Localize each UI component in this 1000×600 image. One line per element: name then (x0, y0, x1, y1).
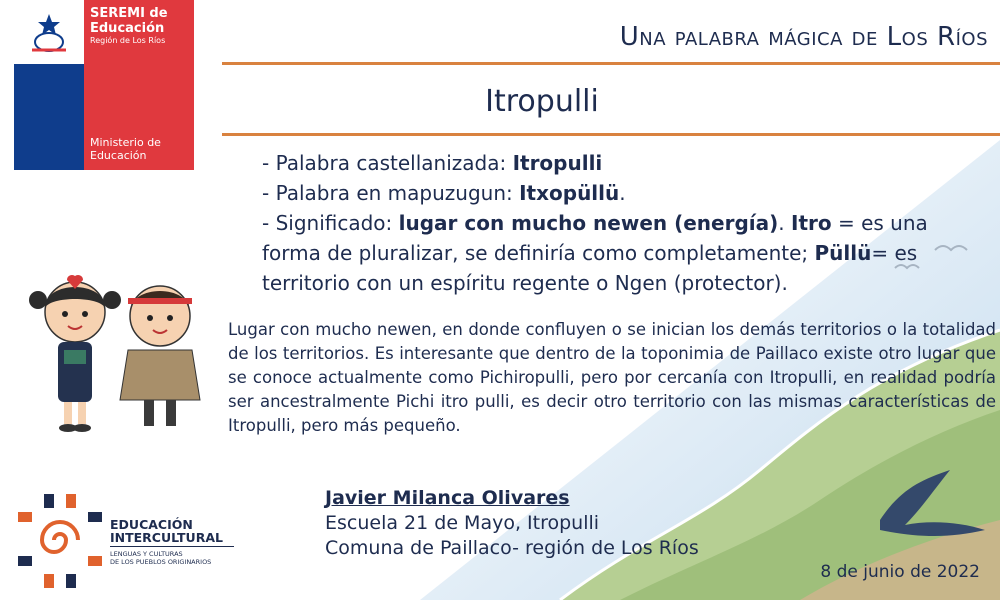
definition-line-castellanizada: - Palabra castellanizada: Itropulli (262, 151, 603, 175)
seremi-line-2: Educación (90, 21, 165, 36)
publication-date: 8 de junio de 2022 (820, 562, 980, 582)
definition-line-mapuzugun: - Palabra en mapuzugun: Itxopüllü. (262, 181, 626, 205)
mapuzugun-value: Itxopüllü (519, 181, 620, 205)
word-title: Itropulli (485, 84, 599, 119)
page-header-title: Una palabra mágica de Los Ríos (619, 22, 988, 52)
ei-sub-2: DE LOS PUEBLOS ORIGINARIOS (110, 558, 212, 566)
definition-block (262, 148, 942, 298)
seremi-logo (14, 0, 194, 170)
author-school: Escuela 21 de Mayo, Itropulli (325, 512, 600, 534)
ei-sub-1: LENGUAS Y CULTURAS (110, 550, 183, 558)
castellanizada-value: Itropulli (512, 151, 603, 175)
ei-title-2: INTERCULTURAL (110, 530, 223, 545)
description-paragraph: Lugar con mucho newen, en donde confluyen o se inician los demás territorios o la totalidad de los territorios. Es interesante que dentro de la toponimia de Paillaco existe otro lugar que se conoce actualmente como Pichiropulli, pero por cercanía con Itropulli, en realidad podría ser ancestralmente Pichi itro pulli, es decir otro territorio con las mismas características de Itropulli, pero más pequeño. (228, 320, 996, 435)
mapuche-children-illustration (20, 270, 210, 440)
chile-crest-icon (22, 6, 76, 60)
middle-divider (222, 133, 1000, 136)
author-block (325, 486, 699, 561)
educacion-intercultural-logo (14, 490, 244, 590)
pullu-term: Püllü (814, 241, 872, 265)
significado-value: lugar con mucho newen (energía) (398, 211, 779, 235)
ei-title-1: EDUCACIÓN (110, 517, 193, 532)
author-place: Comuna de Paillaco- región de Los Ríos (325, 537, 699, 559)
intercultural-spiral-icon (14, 490, 106, 590)
itro-term: Itro (791, 211, 832, 235)
seremi-region: Región de Los Ríos (90, 36, 166, 45)
seremi-line-1: SEREMI de (90, 6, 168, 21)
top-divider (222, 62, 1000, 65)
ei-divider (110, 546, 234, 547)
definition-line-significado: - Significado: lugar con mucho newen (energía). Itro = es una forma de pluralizar, se definiría como completamente; Püllü= es territorio con un espíritu regente o Ngen (protector). (262, 211, 928, 295)
author-name: Javier Milanca Olivares (325, 487, 570, 509)
seremi-ministry: Ministerio de Educación (90, 136, 161, 162)
